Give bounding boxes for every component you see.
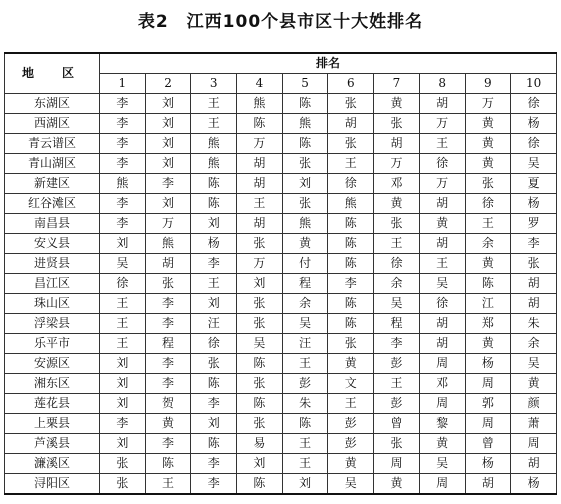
surname-cell: 刘 — [191, 294, 237, 314]
surname-cell: 李 — [191, 254, 237, 274]
surname-cell: 陈 — [237, 474, 283, 495]
surname-cell: 张 — [191, 354, 237, 374]
surname-cell: 陈 — [282, 414, 328, 434]
district-cell: 昌江区 — [5, 274, 100, 294]
surname-cell: 徐 — [511, 134, 557, 154]
surname-cell: 黄 — [465, 334, 511, 354]
table-row — [5, 154, 557, 174]
surname-cell: 汪 — [191, 314, 237, 334]
surname-cell: 曾 — [465, 434, 511, 454]
surname-cell: 江 — [465, 294, 511, 314]
surname-cell: 张 — [237, 414, 283, 434]
surname-cell: 陈 — [328, 254, 374, 274]
surname-cell: 张 — [237, 314, 283, 334]
surname-cell: 夏 — [511, 174, 557, 194]
surname-cell: 汪 — [282, 334, 328, 354]
surname-cell: 王 — [237, 194, 283, 214]
surname-cell: 王 — [328, 154, 374, 174]
surname-cell: 彭 — [328, 434, 374, 454]
surname-cell: 程 — [282, 274, 328, 294]
district-cell: 珠山区 — [5, 294, 100, 314]
surname-cell: 胡 — [419, 314, 465, 334]
table-row — [5, 134, 557, 154]
surname-cell: 熊 — [191, 154, 237, 174]
surname-cell: 徐 — [328, 174, 374, 194]
surname-cell: 万 — [145, 214, 191, 234]
rank-column-header: 8 — [419, 74, 465, 94]
surname-cell: 张 — [465, 174, 511, 194]
surname-cell: 徐 — [419, 294, 465, 314]
surname-cell: 李 — [191, 474, 237, 495]
table-row — [5, 314, 557, 334]
surname-cell: 刘 — [100, 234, 146, 254]
table-row — [5, 394, 557, 414]
rank-column-header: 7 — [374, 74, 420, 94]
surname-cell: 李 — [100, 134, 146, 154]
surname-cell: 朱 — [511, 314, 557, 334]
surname-cell: 王 — [328, 394, 374, 414]
surname-cell: 熊 — [328, 194, 374, 214]
district-cell: 安义县 — [5, 234, 100, 254]
surname-cell: 陈 — [145, 454, 191, 474]
district-cell: 红谷滩区 — [5, 194, 100, 214]
surname-cell: 陈 — [191, 434, 237, 454]
surname-cell: 吴 — [328, 474, 374, 495]
surname-cell: 黄 — [465, 254, 511, 274]
table-row — [5, 454, 557, 474]
surname-cell: 刘 — [145, 154, 191, 174]
surname-cell: 刘 — [100, 354, 146, 374]
table-row — [5, 334, 557, 354]
surname-cell: 黄 — [419, 434, 465, 454]
surname-cell: 王 — [100, 334, 146, 354]
surname-cell: 万 — [419, 114, 465, 134]
surname-cell: 张 — [328, 94, 374, 114]
surname-cell: 徐 — [465, 194, 511, 214]
district-cell: 莲花县 — [5, 394, 100, 414]
surname-cell: 万 — [237, 134, 283, 154]
surname-cell: 李 — [145, 354, 191, 374]
district-cell: 青山湖区 — [5, 154, 100, 174]
rank-column-header: 9 — [465, 74, 511, 94]
surname-cell: 黄 — [374, 94, 420, 114]
surname-cell: 周 — [465, 414, 511, 434]
surname-cell: 郑 — [465, 314, 511, 334]
surname-cell: 熊 — [282, 114, 328, 134]
surname-cell: 周 — [465, 374, 511, 394]
table-row — [5, 354, 557, 374]
surname-cell: 徐 — [100, 274, 146, 294]
surname-cell: 张 — [374, 214, 420, 234]
surname-cell: 李 — [328, 274, 374, 294]
surname-cell: 李 — [100, 194, 146, 214]
surname-cell: 黄 — [465, 134, 511, 154]
surname-cell: 张 — [237, 294, 283, 314]
surname-cell: 程 — [145, 334, 191, 354]
surname-cell: 万 — [465, 94, 511, 114]
surname-cell: 熊 — [237, 94, 283, 114]
surname-cell: 王 — [282, 434, 328, 454]
surname-cell: 贺 — [145, 394, 191, 414]
table-row — [5, 434, 557, 454]
surname-cell: 刘 — [282, 474, 328, 495]
surname-cell: 胡 — [511, 454, 557, 474]
surname-cell: 王 — [100, 294, 146, 314]
surname-cell: 陈 — [328, 234, 374, 254]
surname-cell: 张 — [100, 474, 146, 495]
table-row — [5, 414, 557, 434]
table-row — [5, 474, 557, 495]
surname-cell: 周 — [419, 474, 465, 495]
surname-cell: 李 — [145, 174, 191, 194]
surname-cell: 张 — [328, 134, 374, 154]
surname-cell: 陈 — [282, 94, 328, 114]
surname-cell: 陈 — [237, 394, 283, 414]
surname-cell: 王 — [100, 314, 146, 334]
surname-cell: 胡 — [237, 214, 283, 234]
surname-cell: 刘 — [191, 214, 237, 234]
surname-cell: 吴 — [100, 254, 146, 274]
surname-cell: 文 — [328, 374, 374, 394]
surname-cell: 熊 — [145, 234, 191, 254]
surname-cell: 朱 — [282, 394, 328, 414]
district-cell: 西湖区 — [5, 114, 100, 134]
surname-cell: 周 — [511, 434, 557, 454]
surname-cell: 王 — [145, 474, 191, 495]
surname-cell: 刘 — [145, 114, 191, 134]
surname-cell: 邓 — [374, 174, 420, 194]
surname-ranking-table — [4, 52, 557, 495]
surname-cell: 张 — [374, 434, 420, 454]
surname-cell: 余 — [282, 294, 328, 314]
surname-cell: 吴 — [374, 294, 420, 314]
surname-cell: 陈 — [191, 174, 237, 194]
district-cell: 进贤县 — [5, 254, 100, 274]
surname-cell: 王 — [419, 254, 465, 274]
surname-cell: 罗 — [511, 214, 557, 234]
surname-cell: 周 — [374, 454, 420, 474]
district-cell: 浮梁县 — [5, 314, 100, 334]
surname-cell: 吴 — [419, 274, 465, 294]
district-cell: 濂溪区 — [5, 454, 100, 474]
surname-cell: 万 — [419, 174, 465, 194]
surname-cell: 黄 — [374, 194, 420, 214]
surname-cell: 刘 — [191, 414, 237, 434]
surname-cell: 李 — [145, 314, 191, 334]
surname-cell: 李 — [191, 394, 237, 414]
surname-cell: 王 — [282, 354, 328, 374]
surname-cell: 余 — [465, 234, 511, 254]
surname-cell: 黄 — [282, 234, 328, 254]
surname-cell: 吴 — [511, 154, 557, 174]
surname-cell: 李 — [145, 434, 191, 454]
surname-cell: 彭 — [374, 354, 420, 374]
surname-cell: 黄 — [145, 414, 191, 434]
table-title: 表2 江西100个县市区十大姓排名 — [137, 12, 424, 32]
table-row — [5, 194, 557, 214]
surname-cell: 刘 — [282, 174, 328, 194]
district-cell: 东湖区 — [5, 94, 100, 114]
surname-cell: 王 — [191, 94, 237, 114]
surname-cell: 杨 — [511, 114, 557, 134]
surname-cell: 黄 — [511, 374, 557, 394]
surname-cell: 黄 — [374, 474, 420, 495]
surname-cell: 徐 — [419, 154, 465, 174]
surname-cell: 付 — [282, 254, 328, 274]
surname-cell: 张 — [282, 194, 328, 214]
district-cell: 新建区 — [5, 174, 100, 194]
surname-cell: 李 — [145, 374, 191, 394]
surname-cell: 黄 — [419, 214, 465, 234]
surname-cell: 陈 — [237, 114, 283, 134]
surname-cell: 彭 — [374, 394, 420, 414]
surname-cell: 刘 — [100, 434, 146, 454]
surname-cell: 李 — [100, 214, 146, 234]
surname-cell: 吴 — [511, 354, 557, 374]
surname-cell: 万 — [237, 254, 283, 274]
surname-cell: 程 — [374, 314, 420, 334]
surname-cell: 胡 — [145, 254, 191, 274]
surname-cell: 胡 — [374, 134, 420, 154]
district-cell: 芦溪县 — [5, 434, 100, 454]
district-cell: 青云谱区 — [5, 134, 100, 154]
surname-cell: 吴 — [282, 314, 328, 334]
surname-cell: 徐 — [511, 94, 557, 114]
surname-cell: 胡 — [419, 334, 465, 354]
surname-cell: 王 — [191, 274, 237, 294]
surname-cell: 张 — [145, 274, 191, 294]
surname-cell: 黄 — [328, 354, 374, 374]
surname-cell: 陈 — [328, 314, 374, 334]
rank-column-header: 5 — [282, 74, 328, 94]
surname-cell: 李 — [100, 114, 146, 134]
surname-cell: 胡 — [419, 234, 465, 254]
surname-cell: 李 — [374, 334, 420, 354]
surname-cell: 吴 — [237, 334, 283, 354]
district-cell: 浔阳区 — [5, 474, 100, 495]
surname-cell: 陈 — [282, 134, 328, 154]
surname-cell: 胡 — [237, 154, 283, 174]
rank-column-header: 3 — [191, 74, 237, 94]
surname-cell: 曾 — [374, 414, 420, 434]
surname-cell: 王 — [374, 374, 420, 394]
district-column-header: 地 区 — [5, 53, 100, 94]
surname-cell: 徐 — [191, 334, 237, 354]
surname-cell: 张 — [374, 114, 420, 134]
surname-cell: 刘 — [100, 394, 146, 414]
table-row — [5, 234, 557, 254]
surname-cell: 杨 — [465, 454, 511, 474]
rank-column-header: 1 — [100, 74, 146, 94]
table-row — [5, 294, 557, 314]
surname-cell: 彭 — [328, 414, 374, 434]
surname-cell: 黄 — [328, 454, 374, 474]
surname-cell: 杨 — [511, 474, 557, 495]
surname-cell: 张 — [100, 454, 146, 474]
surname-cell: 李 — [100, 94, 146, 114]
surname-cell: 余 — [374, 274, 420, 294]
district-cell: 南昌县 — [5, 214, 100, 234]
table-row — [5, 174, 557, 194]
surname-cell: 萧 — [511, 414, 557, 434]
table-row — [5, 274, 557, 294]
surname-cell: 余 — [511, 334, 557, 354]
surname-cell: 王 — [374, 234, 420, 254]
surname-cell: 杨 — [511, 194, 557, 214]
surname-cell: 刘 — [145, 134, 191, 154]
surname-cell: 王 — [419, 134, 465, 154]
surname-cell: 李 — [100, 414, 146, 434]
table-row — [5, 254, 557, 274]
surname-cell: 徐 — [374, 254, 420, 274]
rank-group-header: 排名 — [100, 53, 557, 74]
district-cell: 上栗县 — [5, 414, 100, 434]
surname-cell: 张 — [237, 374, 283, 394]
surname-cell: 万 — [374, 154, 420, 174]
rank-column-header: 2 — [145, 74, 191, 94]
surname-cell: 刘 — [145, 94, 191, 114]
surname-cell: 黄 — [465, 114, 511, 134]
surname-cell: 胡 — [511, 294, 557, 314]
surname-cell: 李 — [100, 154, 146, 174]
district-cell: 湘东区 — [5, 374, 100, 394]
surname-cell: 王 — [465, 214, 511, 234]
surname-cell: 刘 — [237, 454, 283, 474]
surname-cell: 张 — [511, 254, 557, 274]
surname-cell: 陈 — [328, 294, 374, 314]
surname-cell: 胡 — [237, 174, 283, 194]
surname-cell: 熊 — [191, 134, 237, 154]
surname-cell: 吴 — [419, 454, 465, 474]
rank-column-header: 6 — [328, 74, 374, 94]
surname-cell: 张 — [328, 334, 374, 354]
surname-cell: 熊 — [100, 174, 146, 194]
surname-cell: 熊 — [282, 214, 328, 234]
surname-cell: 刘 — [100, 374, 146, 394]
surname-cell: 陈 — [328, 214, 374, 234]
surname-cell: 陈 — [191, 374, 237, 394]
table-row — [5, 214, 557, 234]
surname-cell: 邓 — [419, 374, 465, 394]
surname-cell: 郭 — [465, 394, 511, 414]
surname-cell: 陈 — [237, 354, 283, 374]
surname-cell: 刘 — [145, 194, 191, 214]
surname-cell: 彭 — [282, 374, 328, 394]
rank-column-header: 10 — [511, 74, 557, 94]
surname-cell: 周 — [419, 394, 465, 414]
surname-cell: 黄 — [465, 154, 511, 174]
surname-cell: 张 — [282, 154, 328, 174]
surname-cell: 胡 — [465, 474, 511, 495]
district-cell: 安源区 — [5, 354, 100, 374]
surname-cell: 张 — [237, 234, 283, 254]
surname-cell: 李 — [145, 294, 191, 314]
surname-cell: 陈 — [465, 274, 511, 294]
surname-cell: 黎 — [419, 414, 465, 434]
table-row — [5, 114, 557, 134]
surname-cell: 李 — [191, 454, 237, 474]
surname-cell: 杨 — [191, 234, 237, 254]
surname-cell: 颜 — [511, 394, 557, 414]
surname-cell: 胡 — [511, 274, 557, 294]
surname-cell: 李 — [511, 234, 557, 254]
rank-column-header: 4 — [237, 74, 283, 94]
surname-cell: 陈 — [191, 194, 237, 214]
table-row — [5, 94, 557, 114]
district-cell: 乐平市 — [5, 334, 100, 354]
surname-cell: 刘 — [237, 274, 283, 294]
surname-cell: 周 — [419, 354, 465, 374]
surname-cell: 杨 — [465, 354, 511, 374]
surname-cell: 胡 — [328, 114, 374, 134]
surname-cell: 胡 — [419, 94, 465, 114]
surname-cell: 胡 — [419, 194, 465, 214]
surname-cell: 易 — [237, 434, 283, 454]
surname-cell: 王 — [282, 454, 328, 474]
table-row — [5, 374, 557, 394]
surname-cell: 王 — [191, 114, 237, 134]
